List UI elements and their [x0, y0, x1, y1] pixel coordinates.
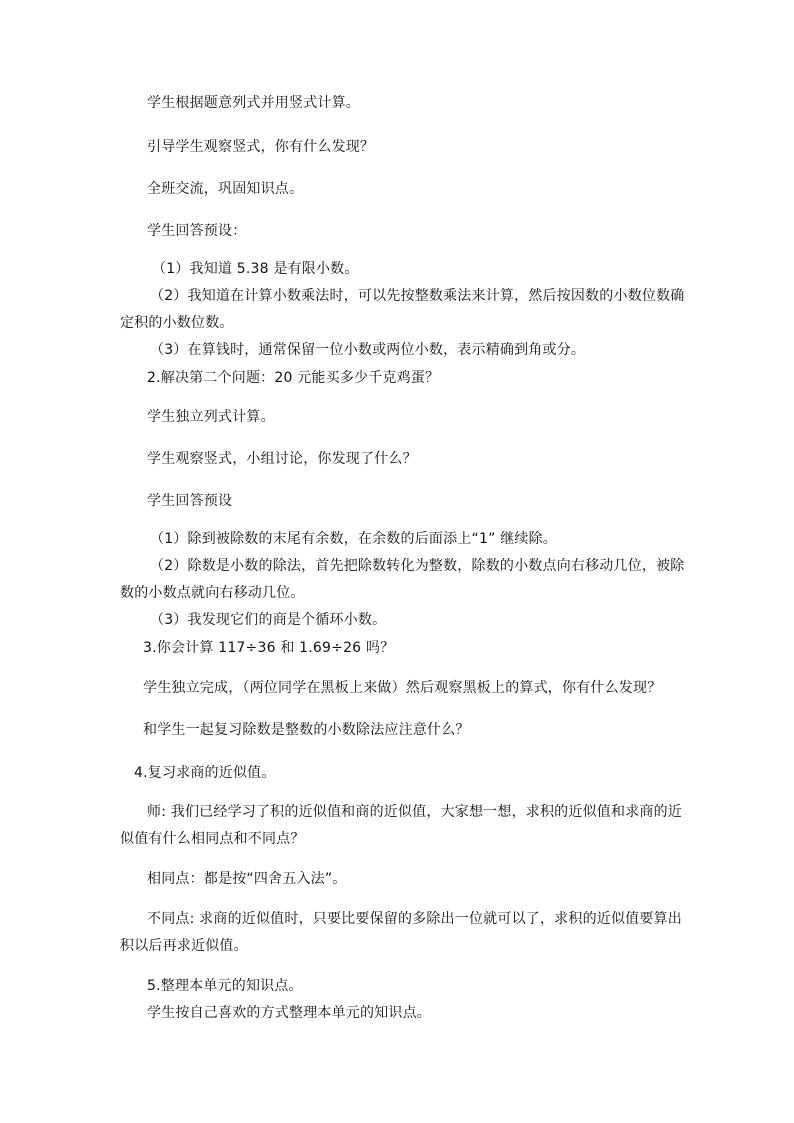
- text-line: （3）在算钱时，通常保留一位小数或两位小数，表示精确到角或分。: [150, 342, 586, 358]
- text-line: 学生回答预设: [147, 493, 233, 509]
- text-line: 和学生一起复习除数是整数的小数除法应注意什么？: [143, 722, 470, 738]
- text-line: 学生独立完成，（两位同学在黑板上来做）然后观察黑板上的算式，你有什么发现？: [143, 680, 662, 696]
- text-line: 学生观察竖式，小组讨论，你发现了什么？: [147, 451, 417, 467]
- text-line: 相同点：都是按“四舍五入法”。: [147, 871, 347, 887]
- text-line: 师: 我们已经学习了积的近似值和商的近似值，大家想一想，求积的近似值和求商的近: [147, 804, 682, 820]
- text-line: （1）我知道 5.38 是有限小数。: [152, 261, 359, 277]
- text-line: 5.整理本单元的知识点。: [147, 978, 303, 994]
- text-line: 似值有什么相同点和不同点？: [120, 831, 305, 847]
- text-line: 4.复习求商的近似值。: [134, 765, 276, 781]
- text-line: 学生独立列式计算。: [147, 409, 275, 425]
- text-line: 不同点: 求商的近似值时，只要比要保留的多除出一位就可以了，求积的近似值要算出: [147, 911, 682, 927]
- text-line: （2）我知道在计算小数乘法时，可以先按整数乘法来计算，然后按因数的小数位数确: [150, 288, 685, 304]
- text-line: 3.你会计算 117÷36 和 1.69÷26 吗？: [143, 640, 395, 656]
- text-line: 学生回答预设：: [147, 223, 247, 239]
- text-line: 学生根据题意列式并用竖式计算。: [147, 95, 360, 111]
- text-line: 2.解决第二个问题：20 元能买多少千克鸡蛋？: [147, 370, 440, 386]
- text-line: 引导学生观察竖式，你有什么发现？: [147, 139, 375, 155]
- text-line: 全班交流，巩固知识点。: [147, 181, 304, 197]
- text-line: （1）除到被除数的末尾有余数，在余数的后面添上“1” 继续除。: [150, 531, 557, 547]
- text-line: 定积的小数位数。: [120, 315, 234, 331]
- text-line: 学生按自己喜欢的方式整理本单元的知识点。: [147, 1005, 431, 1021]
- text-line: 积以后再求近似值。: [120, 938, 248, 954]
- text-line: 数的小数点就向右移动几位。: [120, 585, 305, 601]
- text-line: （3）我发现它们的商是个循环小数。: [150, 612, 387, 628]
- text-line: （2）除数是小数的除法，首先把除数转化为整数，除数的小数点向右移动几位，被除: [150, 558, 685, 574]
